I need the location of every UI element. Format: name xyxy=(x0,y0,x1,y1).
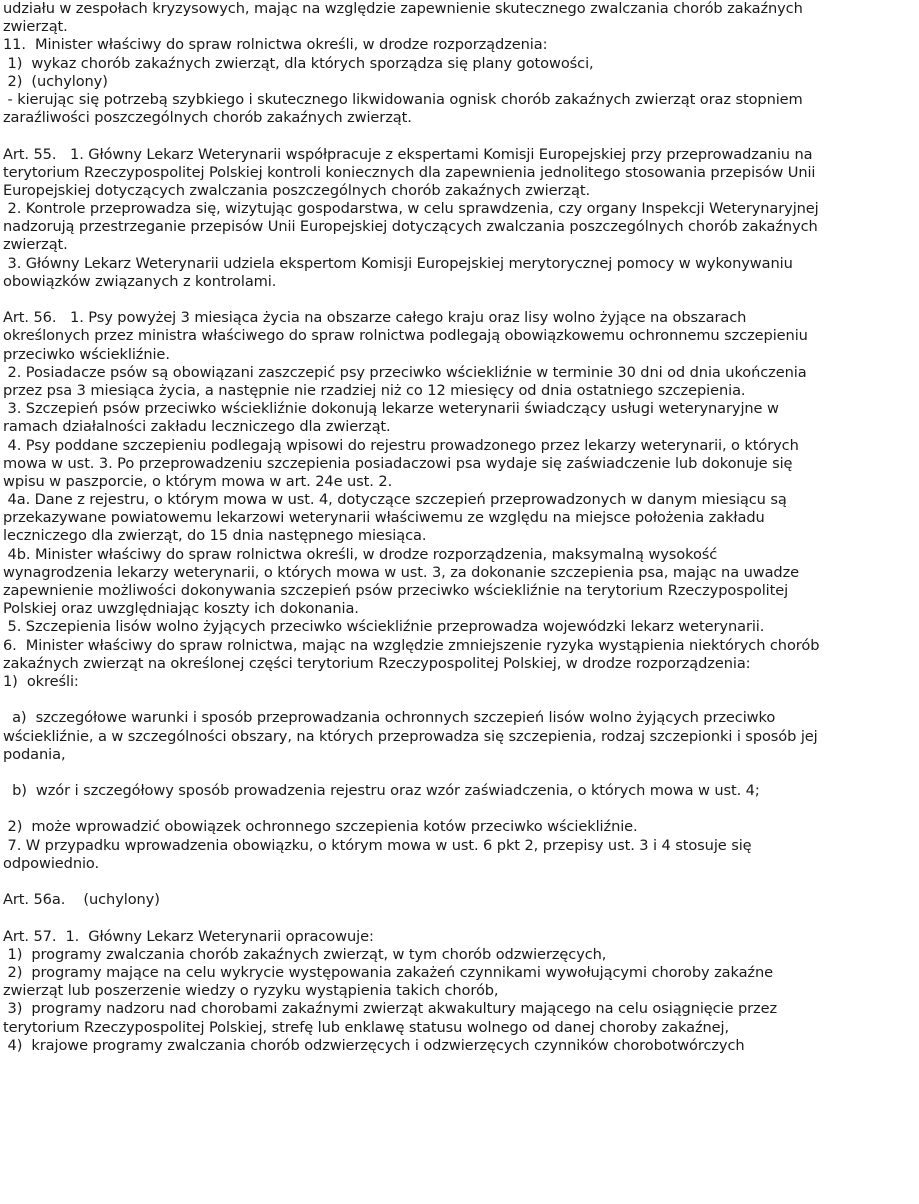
text-line xyxy=(3,764,915,782)
text-line: Polskiej oraz uwzględniając koszty ich dokonania. xyxy=(3,600,359,618)
text-line: Art. 56. 1. Psy powyżej 3 miesiąca życia na obszarze całego kraju oraz lisy wolno żyjące na obszarach xyxy=(3,309,747,327)
text-line: mowa w ust. 3. Po przeprowadzeniu szczepienia posiadaczowi psa wydaje się zaświadczenie lub dokonuje się xyxy=(3,454,793,472)
text-line: ramach działalności zakładu leczniczego dla zwierząt. xyxy=(3,418,391,436)
text-line: 1) określi: xyxy=(3,672,79,690)
text-line: zwierząt. xyxy=(3,236,68,254)
text-line: przekazywane powiatowemu lekarzowi weterynarii właściwemu ze względu na miejsce położenia zakładu xyxy=(3,509,765,527)
text-line: Art. 55. 1. Główny Lekarz Weterynarii współpracuje z ekspertami Komisji Europejskiej przy przeprowadzaniu na xyxy=(3,145,813,163)
text-line: - kierując się potrzebą szybkiego i skutecznego likwidowania ognisk chorób zakaźnych zwierząt oraz stopniem xyxy=(3,90,803,108)
text-line: 2. Kontrole przeprowadza się, wizytując gospodarstwa, w celu sprawdzenia, czy organy Inspekcji Weterynaryjnej xyxy=(3,200,819,218)
text-line: określonych przez ministra właściwego do spraw rolnictwa podlegają obowiązkowemu ochronnemu szczepieniu xyxy=(3,327,808,345)
text-line xyxy=(3,909,915,927)
text-line: 2) programy mające na celu wykrycie występowania zakażeń czynnikami wywołującymi choroby zakaźne xyxy=(3,963,773,981)
text-line: terytorium Rzeczypospolitej Polskiej kontroli koniecznych dla zapewnienia jednolitego stosowania przepisów Unii xyxy=(3,163,816,181)
text-line: zwierząt. xyxy=(3,18,68,36)
text-line: 4b. Minister właściwy do spraw rolnictwa określi, w drodze rozporządzenia, maksymalną wysokość xyxy=(3,545,718,563)
text-line: wynagrodzenia lekarzy weterynarii, o których mowa w ust. 3, za dokonanie szczepienia psa, mając na uwadze xyxy=(3,563,800,581)
blank-line: 2) może wprowadzić obowiązek ochronnego szczepienia kotów przeciwko wściekliźnie. xyxy=(3,818,638,836)
text-line: wpisu w paszporcie, o którym mowa w art. 24e ust. 2. xyxy=(3,472,393,490)
text-line: podania, xyxy=(3,745,66,763)
text-line: 7. W przypadku wprowadzenia obowiązku, o którym mowa w ust. 6 pkt 2, przepisy ust. 3 i 4 stosuje się xyxy=(3,836,752,854)
text-line: nadzorują przestrzeganie przepisów Unii Europejskiej dotyczących zwalczania poszczególnych chorób zakaźnych xyxy=(3,218,818,236)
text-line: odpowiednio. xyxy=(3,854,100,872)
text-line: Europejskiej dotyczących zwalczania poszczególnych chorób zakaźnych zwierząt. xyxy=(3,181,590,199)
text-line: 3. Szczepień psów przeciwko wściekliźnie dokonują lekarze weterynarii świadczący usługi weterynaryjne w xyxy=(3,400,779,418)
blank-line: b) wzór i szczegółowy sposób prowadzenia rejestru oraz wzór zaświadczenia, o których mowa w ust. 4; xyxy=(3,782,760,800)
text-line: przez psa 3 miesiąca życia, a następnie nie rzadziej niż co 12 miesięcy od dnia ostatniego szczepienia. xyxy=(3,381,746,399)
text-line: 4a. Dane z rejestru, o którym mowa w ust. 4, dotyczące szczepień przeprowadzonych w danym miesiącu są xyxy=(3,491,787,509)
blank-line xyxy=(3,291,915,309)
text-line xyxy=(3,1055,915,1073)
text-line: 3. Główny Lekarz Weterynarii udziela ekspertom Komisji Europejskiej merytorycznej pomocy w wykonywaniu xyxy=(3,254,793,272)
text-line: zwierząt lub poszerzenie wiedzy o ryzyku wystąpienia takich chorób, xyxy=(3,982,499,1000)
text-line: 4. Psy poddane szczepieniu podlegają wpisowi do rejestru prowadzonego przez lekarzy weterynarii, o których xyxy=(3,436,799,454)
document-text xyxy=(3,0,915,1073)
text-line: 5. Szczepienia lisów wolno żyjących przeciwko wściekliźnie przeprowadza wojewódzki lekarz weterynarii. xyxy=(3,618,765,636)
text-line: 4) krajowe programy zwalczania chorób odzwierzęcych i odzwierzęcych czynników chorobotwórczych xyxy=(3,1036,745,1054)
text-line: zapewnienie możliwości dokonywania szczepień psów przeciwko wściekliźnie na terytorium Rzeczypospolitej xyxy=(3,582,789,599)
text-line: zakaźnych zwierząt na określonej części terytorium Rzeczypospolitej Polskiej, w drodze rozporządzenia: xyxy=(3,654,751,672)
text-line: 3) programy nadzoru nad chorobami zakaźnymi zwierząt akwakultury mającego na celu osiągnięcie przez xyxy=(3,1000,778,1018)
text-line: terytorium Rzeczypospolitej Polskiej, strefę lub enklawę statusu wolnego od danej choroby zakaźnej, xyxy=(3,1018,730,1036)
text-line: przeciwko wściekliźnie. xyxy=(3,345,170,363)
blank-line xyxy=(3,127,915,145)
text-line xyxy=(3,800,915,818)
blank-line: Art. 56a. (uchylony) xyxy=(3,891,160,909)
text-line: obowiązków związanych z kontrolami. xyxy=(3,272,277,290)
text-line: udziału w zespołach kryzysowych, mając na względzie zapewnienie skutecznego zwalczania chorób zakaźnych xyxy=(3,0,803,17)
text-line: leczniczego dla zwierząt, do 15 dnia następnego miesiąca. xyxy=(3,527,427,545)
text-line: zaraźliwości poszczególnych chorób zakaźnych zwierząt. xyxy=(3,109,412,127)
blank-line: a) szczegółowe warunki i sposób przeprowadzania ochronnych szczepień lisów wolno żyjących przeciwko xyxy=(3,709,776,727)
text-line: 1) wykaz chorób zakaźnych zwierząt, dla których sporządza się plany gotowości, xyxy=(3,54,594,72)
text-line: 1) programy zwalczania chorób zakaźnych zwierząt, w tym chorób odzwierzęcych, xyxy=(3,945,607,963)
text-line: 6. Minister właściwy do spraw rolnictwa, mając na względzie zmniejszenie ryzyka wystąpienia niektórych chorób xyxy=(3,636,820,654)
text-line: 11. Minister właściwy do spraw rolnictwa określi, w drodze rozporządzenia: xyxy=(3,36,548,54)
text-line: wściekliźnie, a w szczególności obszary, na których przeprowadza się szczepienia, rodzaj szczepionki i sposób jej xyxy=(3,727,818,745)
text-line: 2. Posiadacze psów są obowiązani zaszczepić psy przeciwko wściekliźnie w terminie 30 dni od dnia ukończenia xyxy=(3,363,807,381)
text-line xyxy=(3,691,915,709)
text-line xyxy=(3,873,915,891)
blank-line: Art. 57. 1. Główny Lekarz Weterynarii opracowuje: xyxy=(3,927,374,945)
text-line: 2) (uchylony) xyxy=(3,72,108,90)
